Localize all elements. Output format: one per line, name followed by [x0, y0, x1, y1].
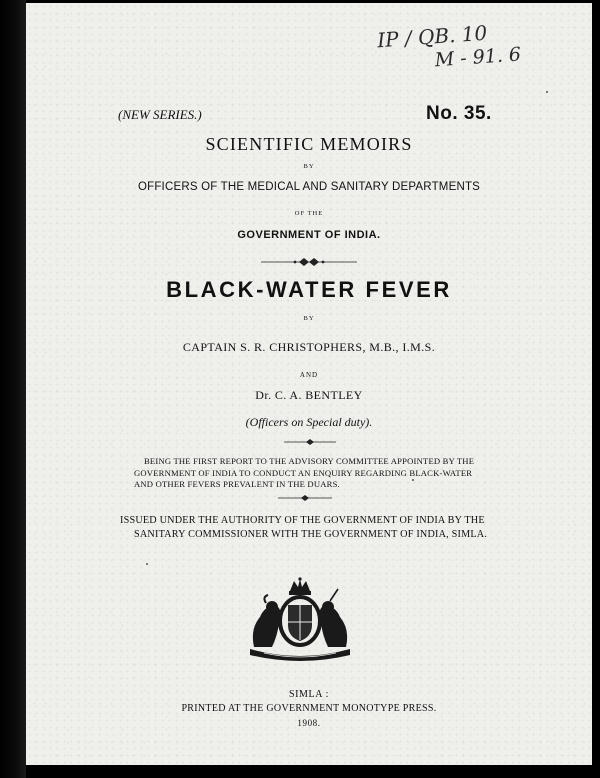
issued-line-2: SANITARY COMMISSIONER WITH THE GOVERNMENT OF INDIA, SIMLA. [134, 529, 488, 540]
handwritten-line-2: M - 91. 6 [434, 43, 522, 72]
small-rule-icon [282, 437, 338, 447]
handwritten-shelfmark [376, 14, 589, 81]
report-line-2: GOVERNMENT OF INDIA TO CONDUCT AN ENQUIRY REGARDING BLACK-WATER [134, 467, 473, 478]
scan-speck [412, 479, 414, 481]
by-label-2: BY [303, 315, 315, 322]
printer-line: PRINTED AT THE GOVERNMENT MONOTYPE PRESS. [181, 703, 437, 714]
series-title: SCIENTIFIC MEMOIRS [205, 134, 413, 154]
issued-statement [120, 514, 515, 542]
of-the-label: OF THE [294, 210, 324, 217]
officers-line: OFFICERS OF THE MEDICAL AND SANITARY DEPARTMENTS [137, 181, 481, 193]
publication-place: SIMLA : [288, 689, 330, 700]
report-line-1: BEING THE FIRST REPORT TO THE ADVISORY COMMITTEE APPOINTED BY THE [144, 456, 475, 466]
main-title: BLACK-WATER FEVER [166, 277, 452, 302]
author-two: Dr. C. A. BENTLEY [255, 388, 363, 402]
report-line-3: AND OTHER FEVERS PREVALENT IN THE DUARS. [134, 479, 340, 489]
ornament-divider-icon [259, 255, 359, 269]
by-label: BY [303, 163, 315, 170]
publication-year: 1908. [297, 718, 321, 728]
issued-line-1: ISSUED UNDER THE AUTHORITY OF THE GOVERNMENT OF INDIA BY THE [120, 515, 485, 526]
small-rule-icon-2 [276, 493, 334, 503]
series-label: (NEW SERIES.) [118, 107, 202, 122]
scan-speck [546, 91, 548, 93]
author-one: CAPTAIN S. R. CHRISTOPHERS, M.B., I.M.S. [182, 340, 436, 354]
report-description [134, 456, 509, 491]
and-label: AND [299, 371, 319, 379]
scan-speck [146, 563, 148, 565]
book-spine [0, 0, 26, 778]
authors-note: (Officers on Special duty). [245, 415, 373, 429]
handwritten-line-1: IP / QB. 10 [376, 20, 488, 53]
royal-coat-of-arms-icon [242, 577, 358, 661]
government-line: GOVERNMENT OF INDIA. [237, 229, 381, 241]
issue-number: No. 35. [426, 103, 492, 124]
cover-page [26, 3, 592, 765]
